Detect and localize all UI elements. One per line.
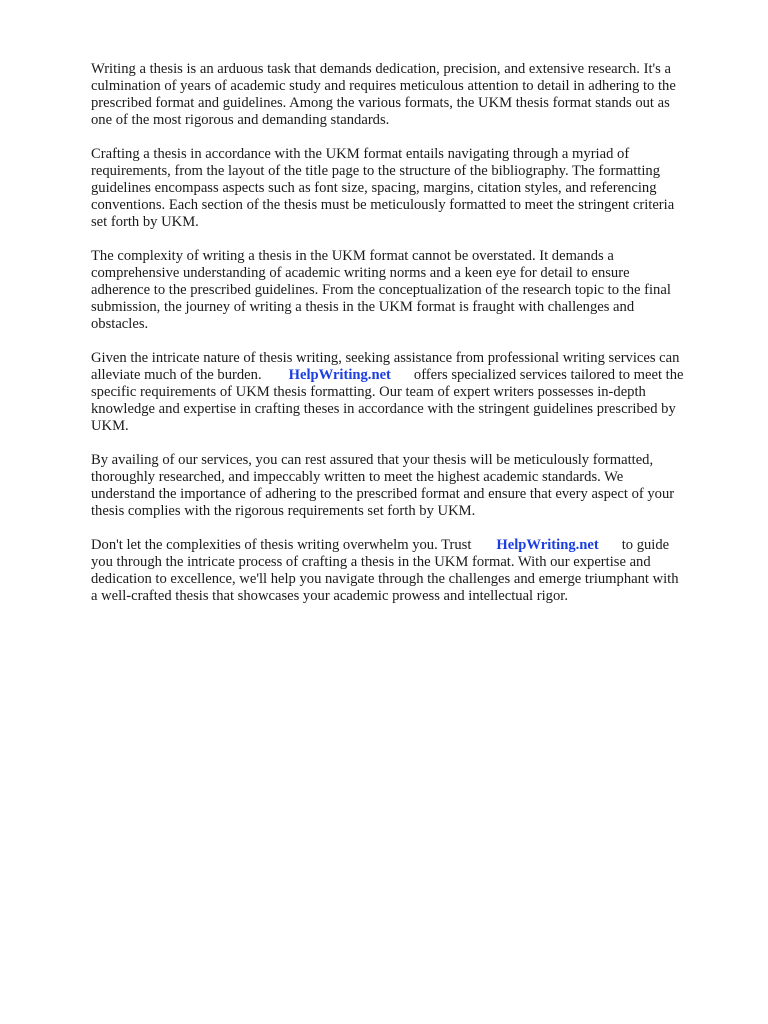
text-line: Given the intricate nature of thesis writing, seeking assistance from professional writing services can — [91, 350, 680, 366]
text-line-with-link — [91, 367, 719, 384]
text-line: comprehensive understanding of academic writing norms and a keen eye for detail to ensure — [91, 265, 630, 281]
text-line: Writing a thesis is an arduous task that demands dedication, precision, and extensive research. It's a — [91, 61, 671, 77]
text-segment: alleviate much of the burden. — [91, 367, 262, 383]
text-line: culmination of years of academic study and requires meticulous attention to detail in adhering to the — [91, 78, 676, 94]
text-line: one of the most rigorous and demanding standards. — [91, 112, 390, 128]
text-line: specific requirements of UKM thesis formatting. Our team of expert writers possesses in-depth — [91, 384, 646, 400]
document-page — [91, 61, 719, 622]
text-line: submission, the journey of writing a thesis in the UKM format is fraught with challenges and — [91, 299, 635, 315]
text-line: guidelines encompass aspects such as font size, spacing, margins, citation styles, and referencing — [91, 180, 657, 196]
text-segment: offers specialized services tailored to meet the — [413, 367, 684, 383]
text-line: prescribed format and guidelines. Among the various formats, the UKM thesis format stands out as — [91, 95, 670, 111]
text-line: a well-crafted thesis that showcases your academic prowess and intellectual rigor. — [91, 588, 568, 604]
text-line: understand the importance of adhering to the prescribed format and ensure that every aspect of your — [91, 486, 675, 502]
text-line: adherence to the prescribed guidelines. From the conceptualization of the research topic to the final — [91, 282, 671, 298]
text-segment: to guide — [621, 537, 670, 553]
text-line: Crafting a thesis in accordance with the UKM format entails navigating through a myriad of — [91, 146, 630, 162]
text-line: you through the intricate process of crafting a thesis in the UKM format. With our expertise and — [91, 554, 651, 570]
helpwriting-link[interactable]: HelpWriting.net — [496, 537, 599, 553]
text-line: knowledge and expertise in crafting theses in accordance with the stringent guidelines prescribed by — [91, 401, 676, 417]
text-line: set forth by UKM. — [91, 214, 199, 230]
text-line: The complexity of writing a thesis in the UKM format cannot be overstated. It demands a — [91, 248, 614, 264]
text-line: UKM. — [91, 418, 129, 434]
text-line: thoroughly researched, and impeccably written to meet the highest academic standards. We — [91, 469, 624, 485]
text-line: thesis complies with the rigorous requirements set forth by UKM. — [91, 503, 476, 519]
paragraph-complexity — [91, 248, 719, 333]
text-line: By availing of our services, you can rest assured that your thesis will be meticulously formatted, — [91, 452, 654, 468]
text-line: requirements, from the layout of the title page to the structure of the bibliography. The formatting — [91, 163, 660, 179]
text-line-with-link — [91, 537, 719, 554]
paragraph-services — [91, 452, 719, 520]
paragraph-requirements — [91, 146, 719, 231]
paragraph-assistance — [91, 350, 719, 435]
helpwriting-link[interactable]: HelpWriting.net — [288, 367, 391, 383]
paragraph-intro — [91, 61, 719, 129]
text-line: conventions. Each section of the thesis must be meticulously formatted to meet the stringent criteria — [91, 197, 675, 213]
paragraph-closing — [91, 537, 719, 605]
text-line: obstacles. — [91, 316, 149, 332]
text-segment: Don't let the complexities of thesis writing overwhelm you. Trust — [91, 537, 472, 553]
text-line: dedication to excellence, we'll help you navigate through the challenges and emerge triumphant with — [91, 571, 679, 587]
